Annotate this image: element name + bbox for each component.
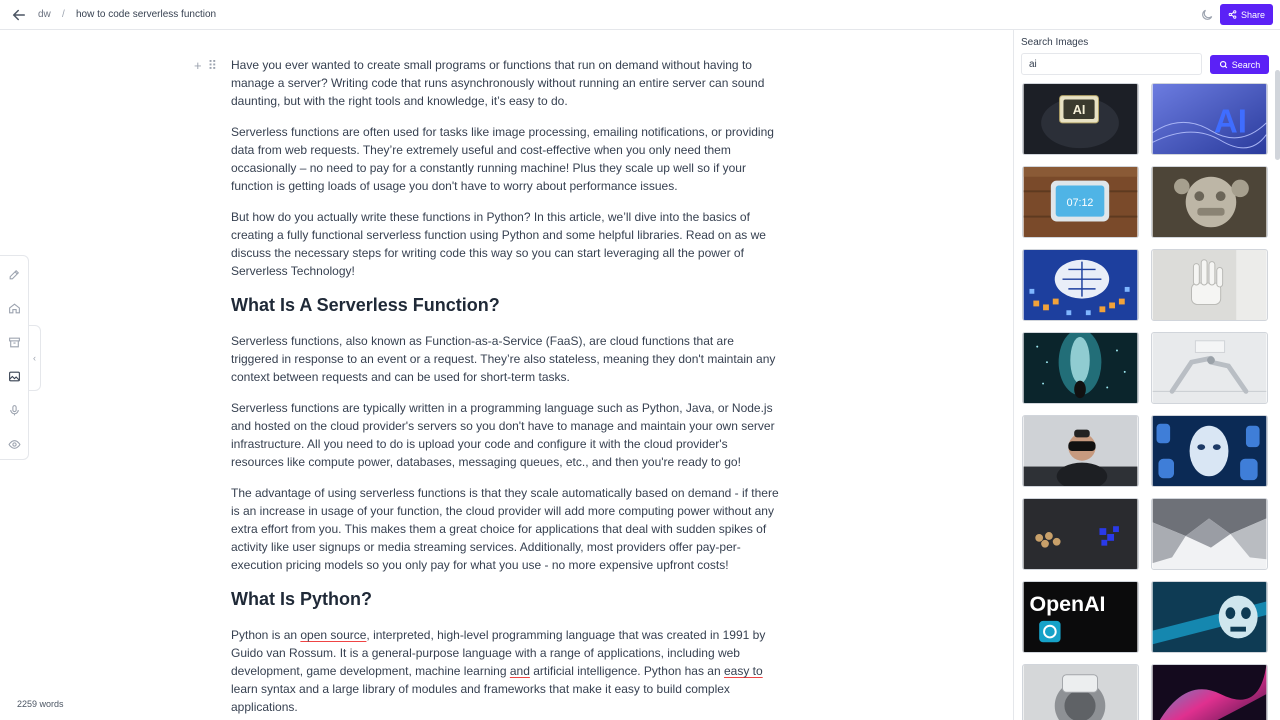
cyber-tunnel-image[interactable] — [1022, 332, 1139, 404]
text-run: artificial intelligence. Python has an — [529, 664, 724, 678]
robot-hand-image[interactable] — [1151, 249, 1268, 321]
panel-title: Search Images — [1021, 37, 1089, 48]
neon-wave-image[interactable] — [1151, 664, 1268, 720]
word-count: 2259 words — [17, 699, 64, 709]
block-tools — [194, 58, 217, 74]
dark-mode-moon-icon[interactable] — [1200, 8, 1214, 22]
search-label: Search — [1231, 59, 1261, 70]
panel-scrollbar[interactable] — [1275, 70, 1280, 160]
digital-brain-image[interactable] — [1022, 249, 1139, 321]
share-icon — [1228, 10, 1237, 19]
paragraph[interactable]: Serverless functions are often used for tasks like image processing, emailing notifications, or providing data from web requests. They’re extremely useful and cost-effective when you only need them occasionally – no need to pay for a constantly running machine! Plus they scale up well so if your function is getting loads of usage you don't have to worry about performance issues. — [231, 125, 774, 193]
thumb-caption: AI — [1072, 103, 1086, 118]
document-title[interactable]: how to code serverless function — [76, 9, 217, 20]
heading-serverless[interactable]: What Is A Serverless Function? — [231, 295, 500, 315]
text-run: , interpreted, high-level programming language that was created in 1991 by Guido van Rossum. It is a general-purpose language with a range of applications, including web development, game development, machine learning — [231, 628, 766, 678]
paragraph[interactable]: The advantage of using serverless functions is that they scale automatically based on demand - if there is an increase in usage of your function, the cloud provider will add more computing power without any extra effort from you. This makes them a great choice for applications that deal with sudden spikes of activity like user signups or media streaming services. Additionally, most providers offer pay-per-execution pricing models so you only pay for what you use - no more expensive upfront costs! — [231, 486, 779, 572]
smart-clock-image[interactable] — [1022, 166, 1139, 238]
paragraph[interactable]: Serverless functions, also known as Function-as-a-Service (FaaS), are cloud functions that are triggered in response to an event or a request. They’re also stateless, meaning they don't maintain any context between requests and can be used for short-term tasks. — [231, 334, 776, 384]
stone-lion-image[interactable] — [1151, 166, 1268, 238]
heading-python[interactable]: What Is Python? — [231, 589, 372, 609]
drag-handle-icon[interactable]: ⠿ — [207, 58, 218, 73]
spellcheck-word[interactable]: and — [509, 664, 530, 678]
spellcheck-word[interactable]: easy to — [723, 664, 763, 678]
vr-headset-person-image[interactable] — [1022, 415, 1139, 487]
spellcheck-word[interactable]: open source — [300, 628, 367, 642]
paragraph[interactable]: Have you ever wanted to create small programs or functions that run on demand without having to manage a server? Writing code that runs asynchronously without running an entire server can sound daunting, but with the right tools and knowledge, it’s easy to do. — [231, 58, 765, 108]
paragraph[interactable]: Serverless functions are typically written in a programming language such as Python, Java, or Node.js and hosted on the cloud provider's servers so you don't have to manage and maintain your own server infrastructure. All you need to do is upload your code and configure it with the cloud provider's resources like compute power, databases, messaging queues, etc., and then you're ready to go! — [231, 401, 775, 469]
humanoid-robot-image[interactable] — [1151, 415, 1268, 487]
left-tool-rail — [0, 255, 29, 460]
top-bar — [0, 0, 1280, 30]
ai-blue-letters-image[interactable] — [1151, 83, 1268, 155]
spheres-cubes-image[interactable] — [1022, 498, 1139, 570]
edit-icon[interactable] — [8, 268, 21, 281]
back-arrow-icon[interactable] — [10, 6, 28, 24]
robot-skull-image[interactable] — [1151, 581, 1268, 653]
archive-icon[interactable] — [8, 336, 21, 349]
image-search-panel — [1013, 30, 1280, 720]
document-editor[interactable] — [231, 56, 783, 720]
paragraph[interactable]: But how do you actually write these functions in Python? In this article, we’ll dive into the basics of creating a fully functional serverless function using Python and some helpful libraries. Read on as we discuss the necessary steps for writing code this way so you can start leveraging all the power of Serverless Technology! — [231, 210, 766, 278]
home-icon[interactable] — [8, 302, 21, 315]
share-button[interactable] — [1220, 4, 1273, 25]
mic-icon[interactable] — [8, 404, 21, 417]
ai-chip-image[interactable] — [1022, 83, 1139, 155]
abstract-geometry-image[interactable] — [1151, 498, 1268, 570]
text-run: Python is an — [231, 628, 301, 642]
paragraph-python[interactable] — [231, 626, 783, 716]
eye-icon[interactable] — [8, 438, 21, 451]
image-search-input[interactable] — [1021, 53, 1202, 75]
collapse-rail-chevron-icon[interactable]: ‹ — [29, 325, 41, 391]
thumb-caption: 07:12 — [1066, 196, 1094, 209]
thumb-caption: AI — [1213, 103, 1247, 141]
image-icon[interactable] — [8, 370, 21, 383]
text-run: learn syntax and a large library of modules and frameworks that make it easy to build complex applications. — [231, 682, 730, 714]
image-results-grid — [1022, 83, 1270, 720]
robotic-machine-image[interactable] — [1022, 664, 1139, 720]
search-icon — [1219, 60, 1228, 69]
white-robot-arms-image[interactable] — [1151, 332, 1268, 404]
add-block-plus-icon[interactable]: + — [194, 58, 202, 73]
openai-logo-image[interactable] — [1022, 581, 1139, 653]
thumb-caption: OpenAI — [1029, 592, 1106, 617]
search-button[interactable] — [1210, 55, 1269, 74]
breadcrumb-workspace[interactable]: dw — [38, 9, 51, 20]
share-label: Share — [1240, 9, 1266, 20]
breadcrumb-separator: / — [62, 9, 65, 20]
